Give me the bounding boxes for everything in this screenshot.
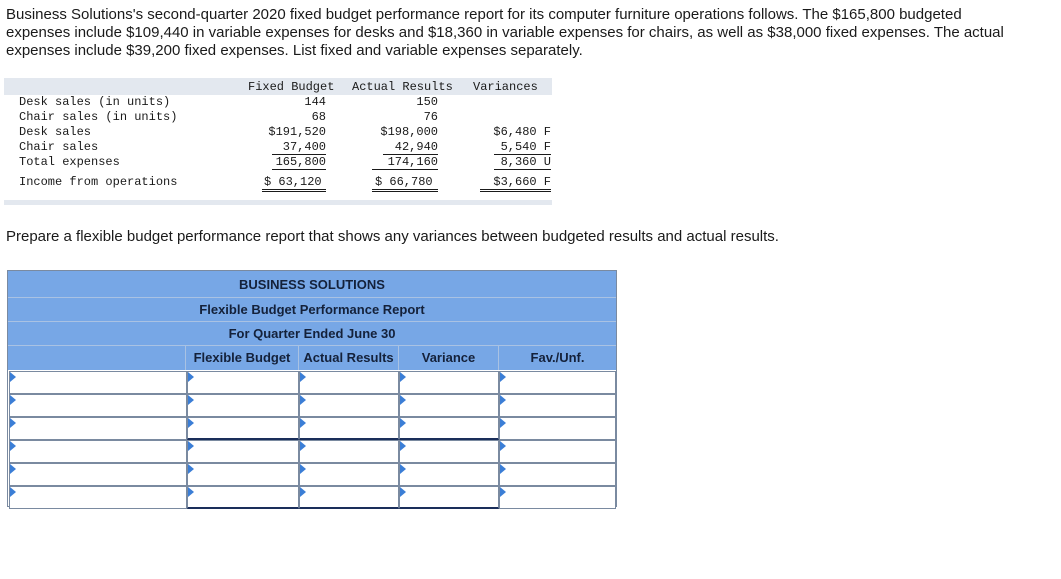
input-marker-icon xyxy=(188,487,194,497)
actual-value: 150 xyxy=(416,95,438,109)
input-marker-icon xyxy=(10,418,16,428)
double-underline xyxy=(480,189,551,190)
instruction-text: Prepare a flexible budget performance report that shows any variances between budgeted results and actual results. xyxy=(6,228,779,245)
label-cell[interactable] xyxy=(9,440,187,463)
input-marker-icon xyxy=(188,441,194,451)
report-company-row xyxy=(8,271,616,298)
input-marker-icon xyxy=(500,395,506,405)
row-label: Income from operations xyxy=(19,175,178,189)
fav-unf-cell[interactable] xyxy=(499,417,616,440)
variance-value: $6,480 F xyxy=(493,125,551,139)
input-marker-icon xyxy=(500,372,506,382)
double-underline xyxy=(262,189,326,190)
col-head-variances: Variances xyxy=(473,80,538,94)
row-label: Chair sales xyxy=(19,140,99,154)
input-marker-icon xyxy=(300,441,306,451)
input-marker-icon xyxy=(400,418,406,428)
fixed-value: $191,520 xyxy=(268,125,326,139)
input-marker-icon xyxy=(500,418,506,428)
fixed-budget-report xyxy=(4,78,552,205)
row-label: Chair sales (in units) xyxy=(19,110,178,124)
input-marker-icon xyxy=(300,372,306,382)
variance-cell[interactable] xyxy=(399,463,499,486)
double-underline xyxy=(262,191,326,192)
actual-results-cell[interactable] xyxy=(299,417,399,440)
input-marker-icon xyxy=(10,372,16,382)
input-marker-icon xyxy=(400,395,406,405)
input-marker-icon xyxy=(300,487,306,497)
underline xyxy=(494,169,551,170)
fixed-value: $ 63,120 xyxy=(264,175,322,189)
input-marker-icon xyxy=(188,372,194,382)
variance-value: $3,660 F xyxy=(493,175,551,189)
double-underline xyxy=(372,191,438,192)
actual-results-cell[interactable] xyxy=(299,463,399,486)
row-label: Desk sales xyxy=(19,125,92,139)
input-marker-icon xyxy=(188,395,194,405)
input-marker-icon xyxy=(10,441,16,451)
actual-value: 42,940 xyxy=(394,140,438,154)
report-title-row xyxy=(8,298,616,322)
variance-cell[interactable] xyxy=(399,394,499,417)
double-underline xyxy=(372,189,438,190)
column-head-flexible-budget: Flexible Budget xyxy=(186,346,299,370)
variance-cell[interactable] xyxy=(399,486,499,509)
actual-value: $198,000 xyxy=(380,125,438,139)
actual-results-cell[interactable] xyxy=(299,394,399,417)
report-title: Flexible Budget Performance Report xyxy=(199,302,425,317)
label-cell[interactable] xyxy=(9,394,187,417)
input-marker-icon xyxy=(400,464,406,474)
flexible-budget-cell[interactable] xyxy=(187,394,299,417)
label-cell[interactable] xyxy=(9,371,187,394)
column-head-fav-unf: Fav./Unf. xyxy=(499,346,616,370)
col-head-fixed: Fixed Budget xyxy=(248,80,335,94)
flexible-budget-cell[interactable] xyxy=(187,371,299,394)
fav-unf-cell[interactable] xyxy=(499,486,616,509)
input-marker-icon xyxy=(400,372,406,382)
actual-results-cell[interactable] xyxy=(299,440,399,463)
variance-value: 5,540 F xyxy=(500,140,551,154)
fav-unf-cell[interactable] xyxy=(499,371,616,394)
flexible-budget-cell[interactable] xyxy=(187,463,299,486)
footer-bar xyxy=(4,200,552,205)
flexible-budget-cell[interactable] xyxy=(187,417,299,440)
input-marker-icon xyxy=(300,418,306,428)
report-company: BUSINESS SOLUTIONS xyxy=(239,277,385,292)
input-marker-icon xyxy=(300,395,306,405)
column-head-blank xyxy=(8,346,186,370)
input-marker-icon xyxy=(400,487,406,497)
actual-value: $ 66,780 xyxy=(375,175,433,189)
variance-cell[interactable] xyxy=(399,440,499,463)
report-period-row xyxy=(8,322,616,346)
fixed-value: 37,400 xyxy=(282,140,326,154)
problem-statement: Business Solutions's second-quarter 2020 fixed budget performance report for its computer furniture operations follows. The $165,800 budgeted expenses include $109,440 in variable expenses for desks and $18,360 in variable expenses for chairs, as well as $38,000 fixed expenses. The actual expenses include $39,200 fixed expenses. List fixed and variable expenses separately. xyxy=(6,6,1004,59)
col-head-actual: Actual Results xyxy=(352,80,453,94)
input-marker-icon xyxy=(500,441,506,451)
label-cell[interactable] xyxy=(9,463,187,486)
underline xyxy=(272,169,326,170)
label-cell[interactable] xyxy=(9,486,187,509)
flexible-budget-cell[interactable] xyxy=(187,486,299,509)
actual-value: 76 xyxy=(423,110,438,124)
input-marker-icon xyxy=(10,487,16,497)
row-label: Total expenses xyxy=(19,155,120,169)
input-marker-icon xyxy=(500,464,506,474)
flexible-budget-report xyxy=(7,270,617,507)
variance-cell[interactable] xyxy=(399,417,499,440)
input-marker-icon xyxy=(500,487,506,497)
input-marker-icon xyxy=(10,395,16,405)
actual-results-cell[interactable] xyxy=(299,486,399,509)
report-period: For Quarter Ended June 30 xyxy=(228,326,396,341)
column-head-actual-results: Actual Results xyxy=(299,346,399,370)
variance-cell[interactable] xyxy=(399,371,499,394)
fixed-value: 165,800 xyxy=(275,155,326,169)
flexible-budget-cell[interactable] xyxy=(187,440,299,463)
underline xyxy=(372,169,438,170)
fav-unf-cell[interactable] xyxy=(499,394,616,417)
actual-value: 174,160 xyxy=(387,155,438,169)
input-marker-icon xyxy=(188,464,194,474)
variance-value: 8,360 U xyxy=(500,155,551,169)
column-head-variance: Variance xyxy=(399,346,499,370)
row-label: Desk sales (in units) xyxy=(19,95,171,109)
input-marker-icon xyxy=(10,464,16,474)
fixed-value: 144 xyxy=(304,95,326,109)
input-marker-icon xyxy=(300,464,306,474)
fav-unf-cell[interactable] xyxy=(499,463,616,486)
fav-unf-cell[interactable] xyxy=(499,440,616,463)
double-underline xyxy=(480,191,551,192)
input-marker-icon xyxy=(400,441,406,451)
input-marker-icon xyxy=(188,418,194,428)
actual-results-cell[interactable] xyxy=(299,371,399,394)
label-cell[interactable] xyxy=(9,417,187,440)
fixed-value: 68 xyxy=(311,110,326,124)
